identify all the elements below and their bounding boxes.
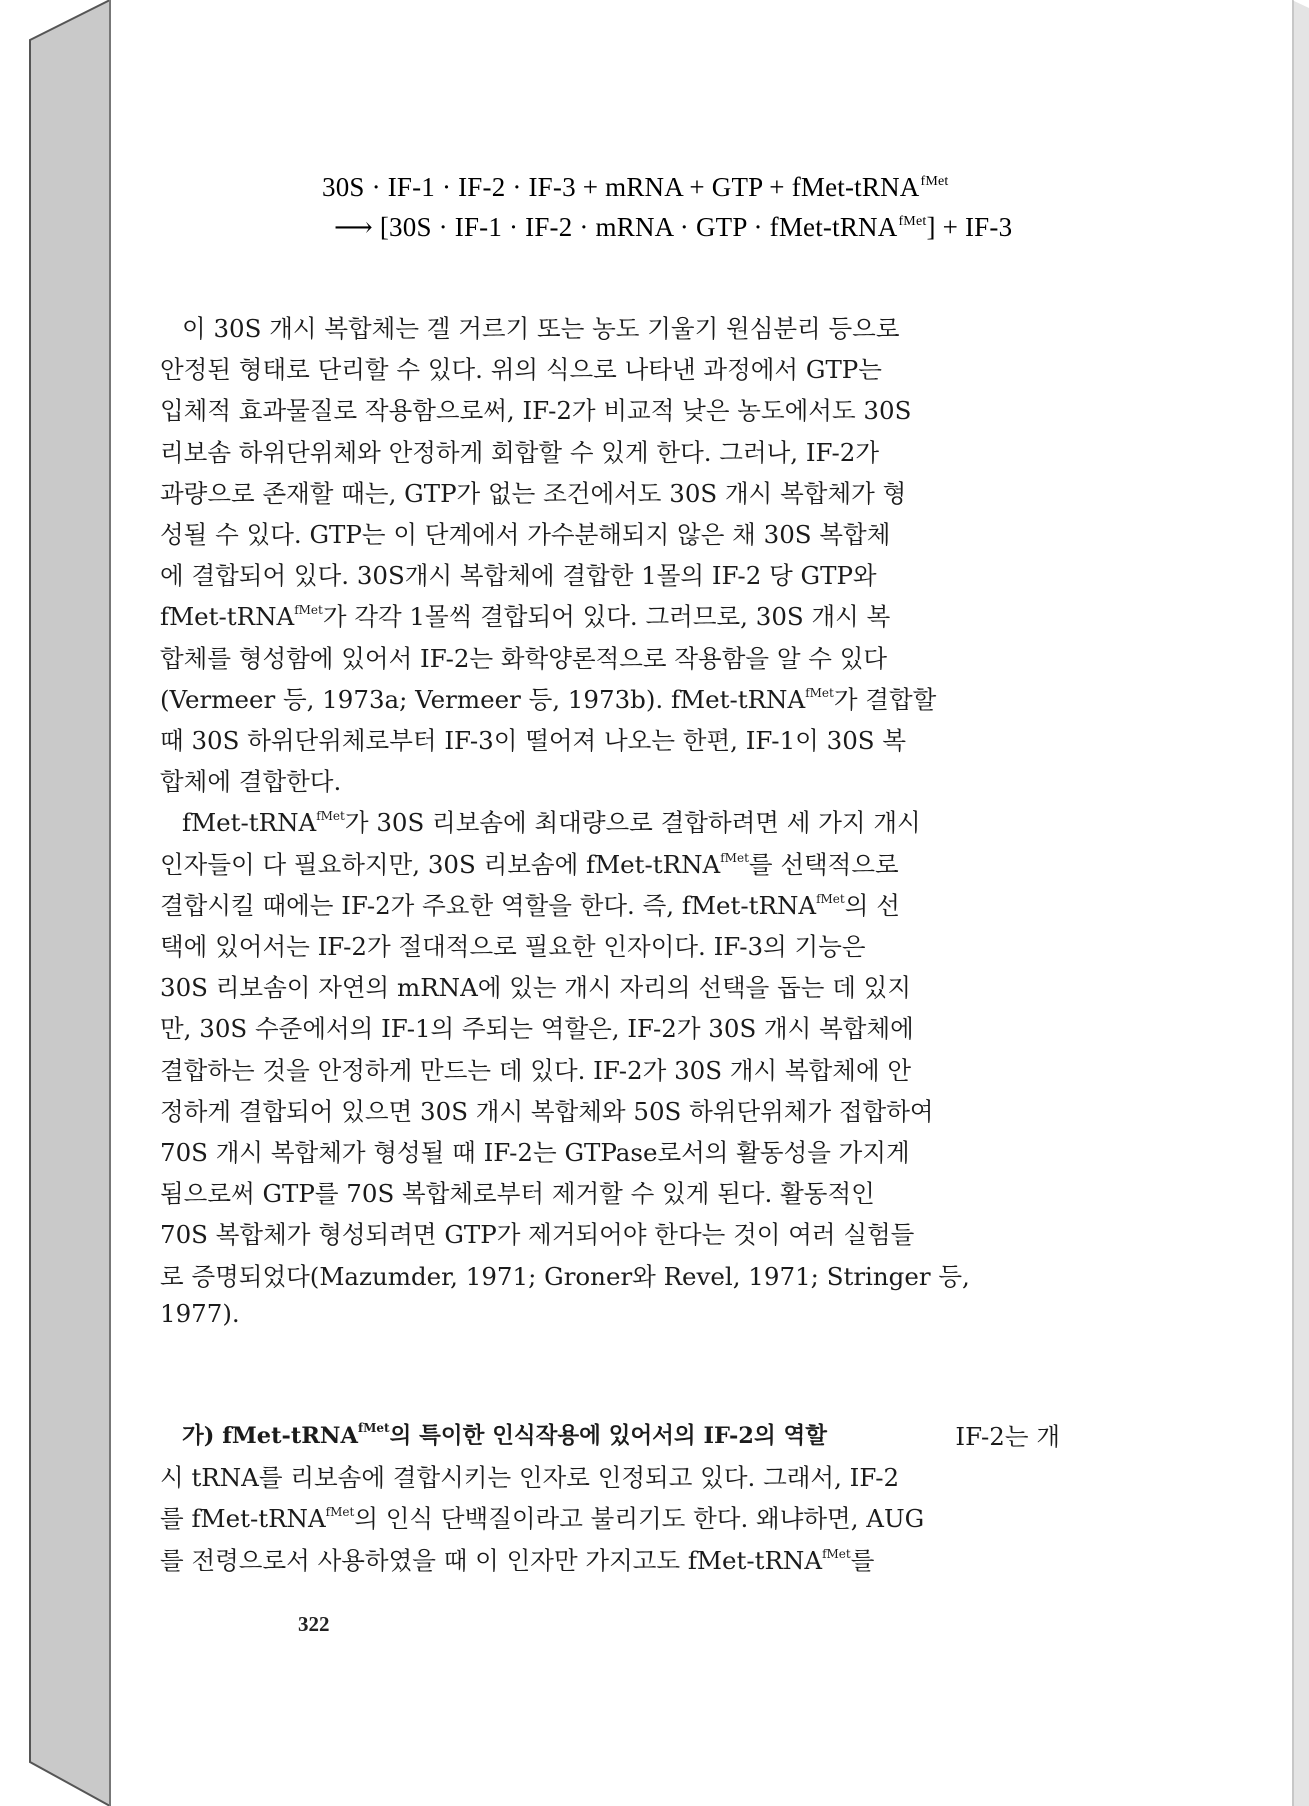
text-segment: 만, 30S 수준에서의 IF-1의 주되는 역할은, IF-2가 30S 개시 복합체에: [160, 1014, 914, 1043]
paragraph-1-line: [160, 763, 1060, 798]
section-heading-tail: IF-2는 개: [955, 1422, 1060, 1451]
text-segment: 정하게 결합되어 있으면 30S 개시 복합체와 50S 하위단위체가 접합하여: [160, 1097, 934, 1126]
text-segment: 를: [850, 1546, 875, 1575]
text-segment: 합체를 형성함에 있어서 IF-2는 화학양론적으로 작용함을 알 수 있다: [160, 644, 888, 673]
text-segment: ] + IF-3: [926, 212, 1013, 242]
paragraph-1-line: [160, 640, 1060, 675]
paragraph-1-line-text: [160, 434, 879, 469]
text-segment: 30S 리보솜이 자연의 mRNA에 있는 개시 자리의 선택을 돕는 데 있지: [160, 973, 911, 1002]
superscript: fMet: [294, 603, 323, 617]
page-number: 322: [298, 1612, 330, 1636]
paragraph-1-line: [160, 475, 1060, 510]
paragraph-1-line: [160, 434, 1060, 469]
paragraph-1-line: [160, 557, 1060, 592]
paragraph-2-line: [160, 1258, 1060, 1293]
text-segment: 합체에 결합한다.: [160, 767, 342, 796]
equation-line-2-text: [334, 212, 1012, 242]
section-line-text: [160, 1500, 924, 1535]
text-segment: fMet-tRNA: [160, 602, 295, 631]
superscript: fMet: [325, 1505, 355, 1519]
text-segment: 택에 있어서는 IF-2가 절대적으로 필요한 인자이다. IF-3의 기능은: [160, 932, 866, 961]
paragraph-1-line-text: [160, 392, 911, 427]
text-segment: 에 결합되어 있다. 30S개시 복합체에 결합한 1몰의 IF-2 당 GTP와: [160, 561, 877, 590]
paragraph-2-line: [160, 1134, 1060, 1169]
paragraph-1-line-text: [160, 598, 890, 633]
paragraph-2-line-text: [160, 1175, 875, 1210]
text-segment: 시 tRNA를 리보솜에 결합시키는 인자로 인정되고 있다. 그래서, IF-2: [160, 1463, 900, 1492]
paragraph-1-line-text: [160, 516, 890, 551]
paragraph-2-line-text: [160, 1258, 970, 1293]
text-segment: 로 증명되었다(Mazumder, 1971; Groner와 Revel, 1971; Stringer 등,: [160, 1262, 970, 1291]
paragraph-2-line-text: [182, 804, 921, 839]
section-line-text: [160, 1542, 874, 1577]
section-heading-text: [182, 1418, 827, 1453]
paragraph-2-line: [160, 969, 1060, 1004]
text-segment: 안정된 형태로 단리할 수 있다. 위의 식으로 나타낸 과정에서 GTP는: [160, 355, 882, 384]
paragraph-2-line: [160, 928, 1060, 963]
paragraph-1-line: [160, 392, 1060, 427]
paragraph-2-line-text: [160, 887, 900, 922]
text-segment: 결합시킬 때에는 IF-2가 주요한 역할을 한다. 즉, fMet-tRNA: [160, 891, 817, 920]
equation-line-1-text: [322, 172, 949, 202]
paragraph-2-line-text: [160, 846, 899, 881]
paragraph-1-line-text: [160, 557, 877, 592]
text-segment: 1977).: [160, 1299, 240, 1328]
paragraph-2-line: [160, 846, 1060, 881]
paragraph-2-line-text: [160, 1216, 914, 1251]
superscript: fMet: [822, 1547, 851, 1561]
paragraph-1-line: [160, 681, 1060, 716]
text-segment: 70S 개시 복합체가 형성될 때 IF-2는 GTPase로서의 활동성을 가지게: [160, 1138, 910, 1167]
text-segment: 입체적 효과물질로 작용함으로써, IF-2가 비교적 낮은 농도에서도 30S: [160, 396, 912, 425]
text-segment: 를 선택적으로: [748, 850, 899, 879]
paragraph-2-line: [160, 1216, 1060, 1251]
paragraph-1-line: [160, 516, 1060, 551]
section-line: [160, 1459, 1060, 1494]
paragraph-1-line-text: [160, 351, 882, 386]
text-segment: 가 각각 1몰씩 결합되어 있다. 그러므로, 30S 개시 복: [322, 602, 891, 631]
paragraph-2-line-text: [160, 1134, 910, 1169]
equation-line-2: [334, 212, 1012, 243]
paragraph-2-line: [160, 887, 1060, 922]
paragraph-2-line: [160, 1175, 1060, 1210]
text-segment: ⟶ [30S · IF-1 · IF-2 · mRNA · GTP · fMet-tRNA: [334, 212, 898, 242]
text-segment: (Vermeer 등, 1973a; Vermeer 등, 1973b). fMet-tRNA: [160, 685, 806, 714]
paragraph-2-line-text: [160, 928, 866, 963]
superscript: fMet: [316, 809, 345, 823]
section-line: [160, 1542, 1060, 1577]
text-segment: 의 선: [844, 891, 900, 920]
superscript: fMet: [898, 214, 927, 229]
section-line: [160, 1500, 1060, 1535]
text-segment: 를 전령으로서 사용하였을 때 이 인자만 가지고도 fMet-tRNA: [160, 1546, 823, 1575]
paragraph-2-line-text: [160, 969, 911, 1004]
superscript: fMet: [920, 174, 949, 189]
paragraph-1-line-text: [182, 310, 900, 345]
paragraph-1-line-text: [160, 475, 906, 510]
equation-line-1: [322, 172, 949, 203]
paragraph-1-line: [160, 351, 1060, 386]
paragraph-2-line: [160, 1093, 1060, 1128]
superscript: fMet: [805, 686, 834, 700]
superscript: fMet: [720, 851, 749, 865]
text-segment: 가 30S 리보솜에 최대량으로 결합하려면 세 가지 개시: [344, 808, 921, 837]
paragraph-2-line: [182, 804, 1060, 839]
paragraph-1-line-text: [160, 640, 887, 675]
paragraph-1-line-text: [160, 722, 906, 757]
paragraph-1-line: [182, 310, 1060, 345]
text-segment: 결합하는 것을 안정하게 만드는 데 있다. IF-2가 30S 개시 복합체에 안: [160, 1056, 912, 1085]
superscript: fMet: [816, 892, 845, 906]
text-segment: 30S · IF-1 · IF-2 · IF-3 + mRNA + GTP + fMet-tRNA: [322, 172, 920, 202]
paragraph-1-line: [160, 598, 1060, 633]
page-right-edge: [1292, 0, 1309, 1806]
text-segment: 성될 수 있다. GTP는 이 단계에서 가수분해되지 않은 채 30S 복합체: [160, 520, 891, 549]
text-segment: 를 fMet-tRNA: [160, 1504, 326, 1533]
paragraph-2-line-text: [160, 1093, 934, 1128]
text-segment: 의 인식 단백질이라고 불리기도 한다. 왜냐하면, AUG: [354, 1504, 925, 1533]
paragraph-1-line-text: [160, 763, 341, 798]
text-segment: 가) fMet-tRNA: [182, 1423, 358, 1449]
paragraph-1-line: [160, 722, 1060, 757]
text-segment: 가 결합할: [833, 685, 937, 714]
text-segment: 때 30S 하위단위체로부터 IF-3이 떨어져 나오는 한편, IF-1이 30S 복: [160, 726, 907, 755]
text-segment: 됨으로써 GTP를 70S 복합체로부터 제거할 수 있게 된다. 활동적인: [160, 1179, 875, 1208]
section-heading: [182, 1418, 1060, 1453]
superscript: fMet: [357, 1421, 390, 1435]
text-segment: 의 특이한 인식작용에 있어서의 IF-2의 역할: [389, 1423, 828, 1449]
paragraph-2-line-text: [160, 1010, 914, 1045]
paragraph-2-line-text: [160, 1299, 240, 1328]
text-segment: 70S 복합체가 형성되려면 GTP가 제거되어야 한다는 것이 여러 실험들: [160, 1220, 915, 1249]
paragraph-2-line: [160, 1052, 1060, 1087]
text-segment: 리보솜 하위단위체와 안정하게 회합할 수 있게 한다. 그러나, IF-2가: [160, 438, 879, 467]
text-segment: 이 30S 개시 복합체는 겔 거르기 또는 농도 기울기 원심분리 등으로: [182, 314, 900, 343]
text-segment: fMet-tRNA: [182, 808, 317, 837]
paragraph-2-line: [160, 1299, 1060, 1328]
section-line-text: [160, 1459, 899, 1494]
paragraph-2-line: [160, 1010, 1060, 1045]
paragraph-1-line-text: [160, 681, 936, 716]
book-spine: [30, 0, 110, 1806]
text-segment: 과량으로 존재할 때는, GTP가 없는 조건에서도 30S 개시 복합체가 형: [160, 479, 907, 508]
paragraph-2-line-text: [160, 1052, 911, 1087]
text-segment: 인자들이 다 필요하지만, 30S 리보솜에 fMet-tRNA: [160, 850, 721, 879]
